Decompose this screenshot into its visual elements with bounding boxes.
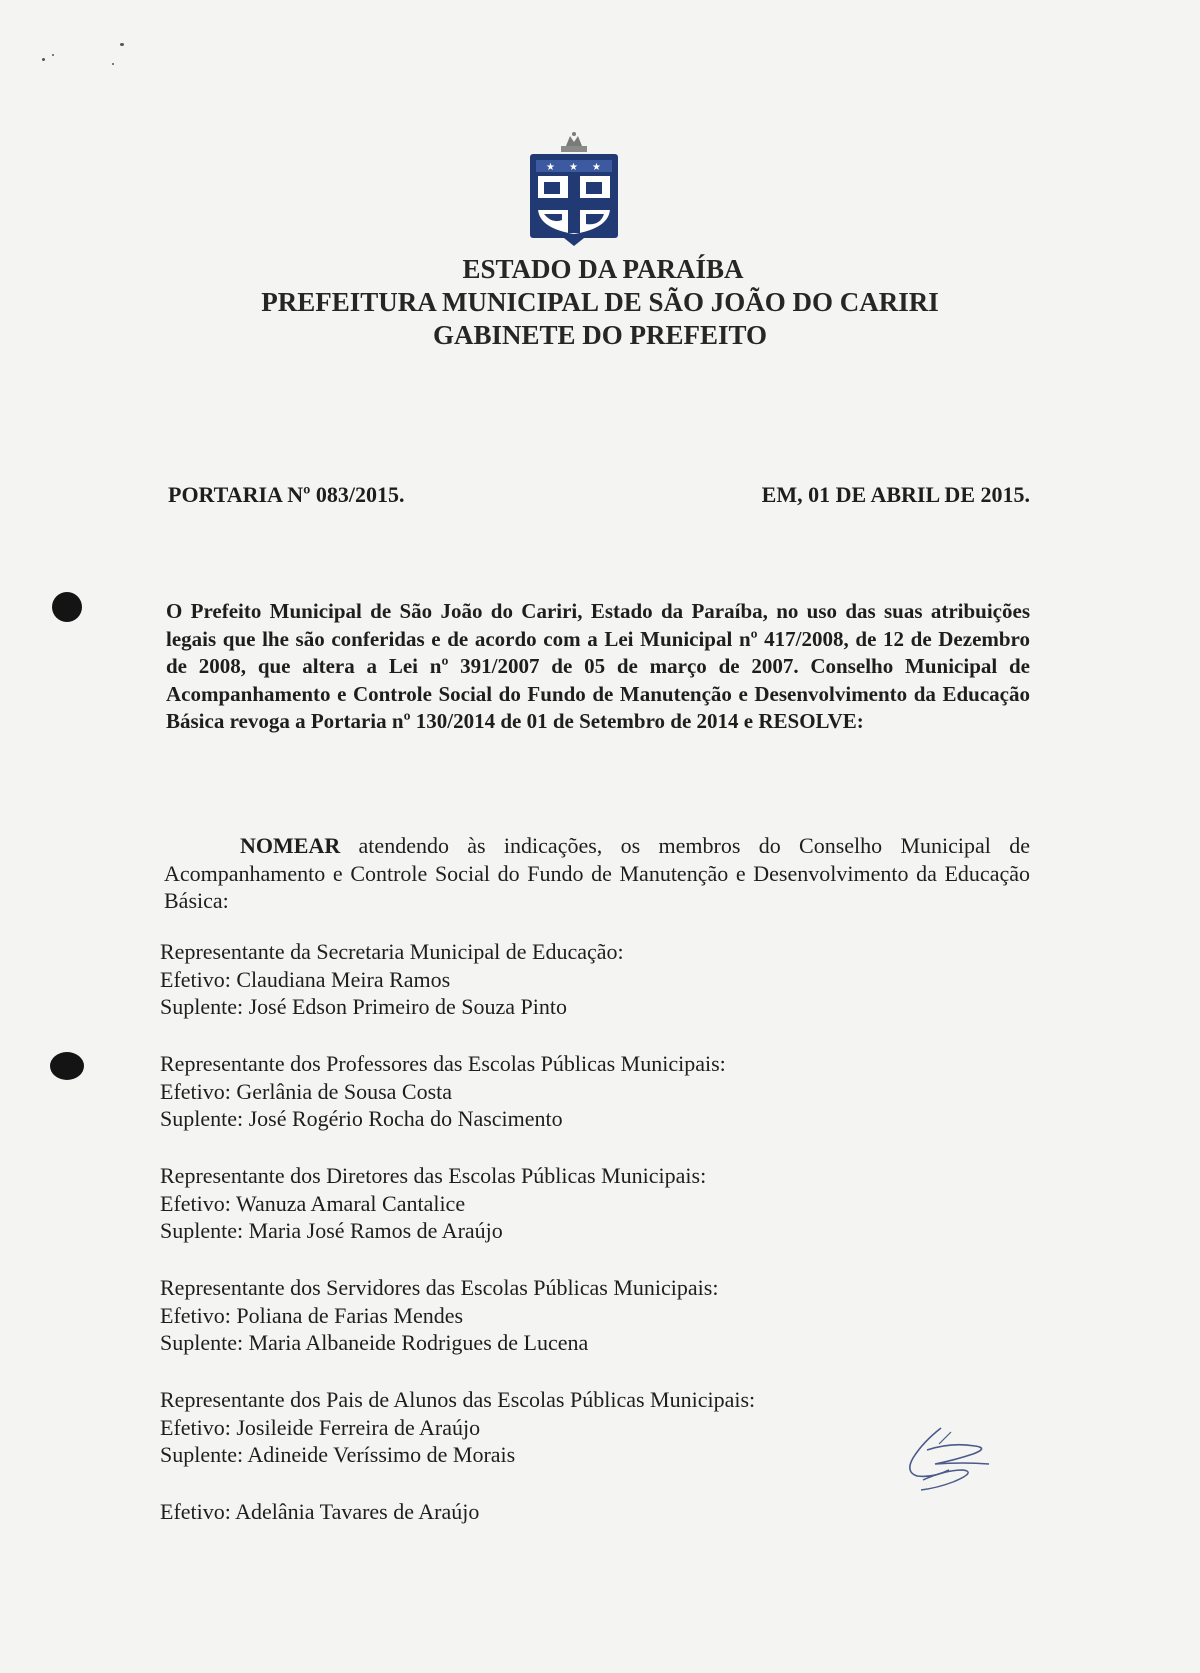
group-title: Representante dos Diretores das Escolas Públicas Municipais: — [160, 1163, 707, 1188]
scan-speck — [52, 54, 54, 56]
member-group — [160, 938, 1060, 1021]
efetivo-line: Efetivo: Gerlânia de Sousa Costa — [160, 1078, 453, 1104]
portaria-number: PORTARIA Nº 083/2015. — [168, 482, 405, 507]
nomear-lead: NOMEAR — [240, 833, 341, 858]
scan-speck — [42, 58, 45, 61]
efetivo-line: Efetivo: Claudiana Meira Ramos — [160, 966, 451, 992]
preamble-paragraph: O Prefeito Municipal de São João do Cariri, Estado da Paraíba, no uso das suas atribuições legais que lhe são conferidas e de acordo com a Lei Municipal nº 417/2008, de 12 de Dezembro de 2008, que altera a Lei nº 391/2007 de 05 de março de 2007. Conselho Municipal de Acompanhamento e Controle Social do Fundo de Manutenção e Desenvolvimento da Educação Básica revoga a Portaria nº 130/2014 de 01 de Setembro de 2014 e RESOLVE: — [166, 599, 1030, 733]
efetivo-line: Efetivo: Poliana de Farias Mendes — [160, 1302, 464, 1328]
header-prefeitura: PREFEITURA MUNICIPAL DE SÃO JOÃO DO CARIRI — [261, 287, 939, 317]
punch-hole — [52, 592, 82, 622]
suplente-line: Suplente: José Rogério Rocha do Nascimento — [160, 1106, 563, 1131]
group-title: Representante dos Servidores das Escolas Públicas Municipais: — [160, 1275, 719, 1300]
signature-initials — [893, 1420, 1003, 1500]
nomear-paragraph — [164, 832, 1030, 915]
portaria-date: EM, 01 DE ABRIL DE 2015. — [761, 482, 1030, 507]
suplente-line: Suplente: José Edson Primeiro de Souza Pinto — [160, 994, 567, 1019]
suplente-line: Suplente: Maria José Ramos de Araújo — [160, 1218, 503, 1243]
header-state: ESTADO DA PARAÍBA — [462, 254, 744, 284]
header-gabinete: GABINETE DO PREFEITO — [432, 320, 768, 350]
svg-text:★: ★ — [546, 162, 555, 173]
member-group — [160, 1274, 1060, 1357]
group-title: Representante dos Professores das Escolas Públicas Municipais: — [160, 1051, 726, 1076]
efetivo-line: Efetivo: Wanuza Amaral Cantalice — [160, 1190, 466, 1216]
municipal-coat-of-arms-icon — [528, 128, 620, 248]
member-group — [160, 1162, 1060, 1245]
efetivo-line: Efetivo: Adelânia Tavares de Araújo — [160, 1499, 480, 1524]
nomear-text: atendendo às indicações, os membros do Conselho Municipal de Acompanhamento e Controle Social do Fundo de Manutenção e Desenvolvimento da Educação Básica: — [164, 833, 1030, 913]
efetivo-line: Efetivo: Josileide Ferreira de Araújo — [160, 1414, 481, 1440]
svg-text:★: ★ — [569, 162, 578, 173]
member-group — [160, 1050, 1060, 1133]
scan-speck — [120, 43, 124, 46]
group-title: Representante da Secretaria Municipal de Educação: — [160, 939, 624, 964]
document-header — [0, 253, 1200, 352]
punch-hole — [50, 1052, 84, 1080]
suplente-line: Suplente: Maria Albaneide Rodrigues de Lucena — [160, 1330, 589, 1355]
svg-text:★: ★ — [592, 162, 601, 173]
member-group — [160, 1498, 1060, 1526]
scan-speck — [112, 63, 114, 65]
group-title: Representante dos Pais de Alunos das Escolas Públicas Municipais: — [160, 1387, 756, 1412]
suplente-line: Suplente: Adineide Veríssimo de Morais — [160, 1442, 516, 1467]
